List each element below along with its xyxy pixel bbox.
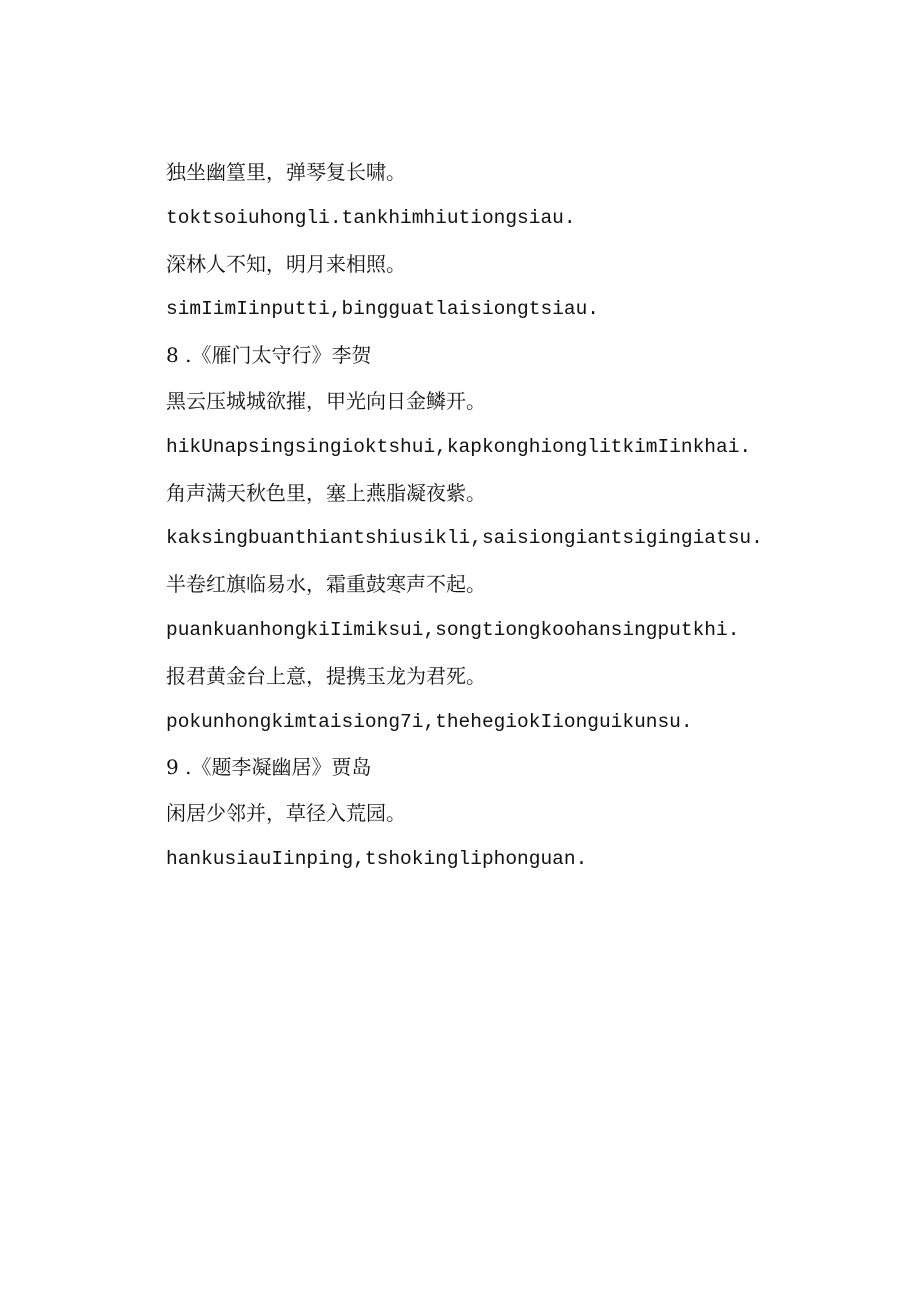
chinese-line: 闲居少邻并，草径入荒园。	[166, 801, 406, 826]
romanization-line: hikUnapsingsingioktshui,kapkonghionglitkimIinkhai.	[166, 435, 752, 458]
poem-text-block	[166, 150, 866, 883]
poem-heading: 9 .《题李凝幽居》贾岛	[166, 755, 372, 780]
chinese-line: 角声满天秋色里，塞上燕脂凝夜紫。	[166, 480, 486, 505]
romanization-line: toktsoiuhongli.tankhimhiutiongsiau.	[166, 206, 576, 229]
poem-heading: 8 .《雁门太守行》李贺	[166, 343, 372, 368]
chinese-line: 深林人不知，明月来相照。	[166, 251, 406, 276]
romanization-line: pokunhongkimtaisiong7i,thehegiokIionguikunsu.	[166, 710, 693, 733]
romanization-line: puankuanhongkiIimiksui,songtiongkoohansingputkhi.	[166, 618, 740, 641]
chinese-line: 独坐幽篁里，弹琴复长啸。	[166, 160, 406, 184]
chinese-line: 报君黄金台上意，提携玉龙为君死。	[166, 663, 486, 688]
romanization-line: simIimIinputti,bingguatlaisiongtsiau.	[166, 298, 599, 321]
romanization-line: kaksingbuanthiantshiusikli,saisiongiantsigingiatsu.	[166, 527, 763, 550]
chinese-line: 半卷红旗临易水，霜重鼓寒声不起。	[166, 572, 486, 597]
chinese-line: 黑云压城城欲摧，甲光向日金鳞开。	[166, 388, 486, 413]
romanization-line: hankusiauIinping,tshokingliphonguan.	[166, 847, 588, 870]
